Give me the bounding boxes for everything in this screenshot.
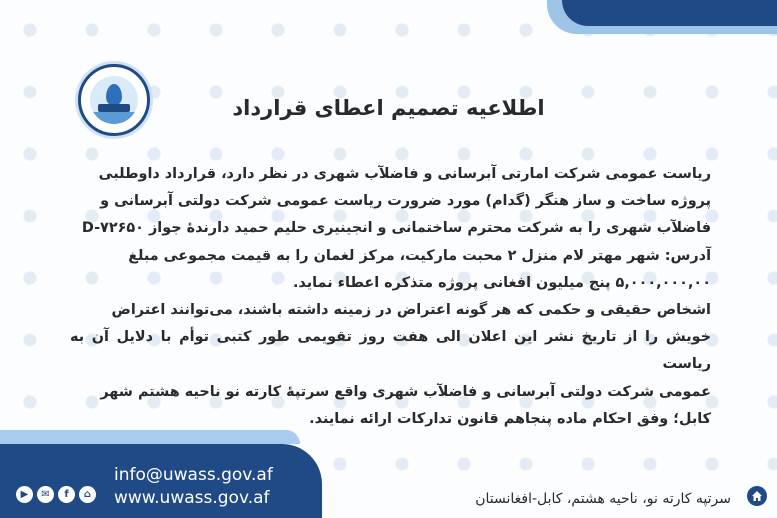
body-line: خویش را از تاریخ نشر این اعلان الی هفت روز تقویمی طور کتبی توأم با دلایل آن به ریاست xyxy=(70,329,711,373)
contact-info xyxy=(114,464,273,510)
social-icons xyxy=(16,486,96,503)
body-line: عمومی شرکت دولتی آبرسانی و فاضلآب شهری واقع سرتپهٔ کارته نو ناحیه هشتم شهر xyxy=(100,383,711,400)
announcement-body xyxy=(70,161,711,433)
body-line: آدرس: شهر مهتر لام منزل ۲ محبت مارکیت، مرکز لغمان را به قیمت مجموعی مبلغ xyxy=(128,247,711,264)
facebook-icon[interactable]: f xyxy=(58,486,75,503)
website-link[interactable]: www.uwass.gov.af xyxy=(114,488,270,508)
announcement-title: اطلاعیه تصمیم اعطای قرارداد xyxy=(232,96,545,120)
home-icon[interactable]: ⌂ xyxy=(79,486,96,503)
address-home-icon xyxy=(747,486,767,506)
video-icon[interactable]: ▶ xyxy=(16,486,33,503)
email-link[interactable]: info@uwass.gov.af xyxy=(114,465,273,485)
footer-address: سرتپه کارته نو، ناحیه هشتم، کابل-افغانستان xyxy=(475,491,731,507)
email-icon[interactable]: ✉ xyxy=(37,486,54,503)
bottom-decor-band-light xyxy=(0,430,300,444)
top-decor-band-dark xyxy=(562,0,777,26)
body-line: اشخاص حقیقی و حکمی که هر گونه اعتراض در زمینه داشته باشند، می‌توانند اعتراض xyxy=(111,302,711,319)
body-line: ۵,۰۰۰,۰۰۰,۰۰ پنج میلیون افغانی پروژه متذکره اعطاء نماید. xyxy=(292,274,711,291)
body-line: فاضلآب شهری را به شرکت محترم ساختمانی و انجینیری حلیم حمید دارندهٔ جواز D-۷۲۶۵۰ xyxy=(81,220,711,237)
body-line: کابل؛ وفق احکام ماده پنجاهم قانون تدارکات ارائه نمایند. xyxy=(309,410,711,427)
bottom-contact-band xyxy=(0,444,322,518)
body-line: ریاست عمومی شرکت امارتی آبرسانی و فاضلآب شهری در نظر دارد، قرارداد داوطلبی xyxy=(98,166,711,182)
body-line: پروژه ساخت و ساز هنگر (گدام) مورد ضرورت ریاست عمومی شرکت دولتی آبرسانی و xyxy=(100,193,711,210)
